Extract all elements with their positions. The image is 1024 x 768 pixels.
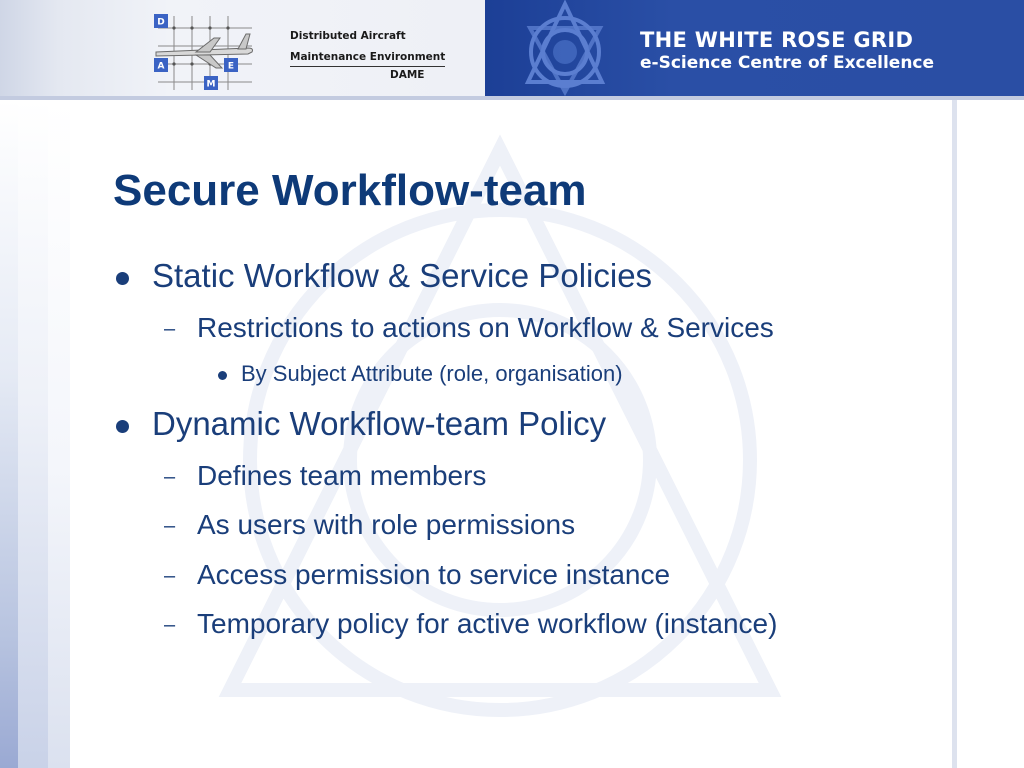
slide-title: Secure Workflow-team xyxy=(113,166,587,215)
sub-bullet-item: As users with role permissions xyxy=(197,509,576,540)
dash-icon: – xyxy=(164,318,176,340)
dash-icon: – xyxy=(164,466,176,488)
dame-line-3: DAME xyxy=(390,69,425,81)
svg-text:D: D xyxy=(157,17,165,28)
bullet-dot-icon xyxy=(218,371,227,380)
sub-bullet-item: Access permission to service instance xyxy=(197,559,671,590)
bullet-item: Static Workflow & Service Policies xyxy=(152,257,653,294)
bullet-item: Dynamic Workflow-team Policy xyxy=(152,405,607,442)
sub-bullet-item: Temporary policy for active workflow (instance) xyxy=(197,608,778,639)
svg-text:A: A xyxy=(157,61,165,72)
sub-bullet-item: Restrictions to actions on Workflow & Services xyxy=(197,312,774,343)
wrg-title: THE WHITE ROSE GRID xyxy=(640,28,914,52)
svg-text:M: M xyxy=(206,79,216,90)
dame-line-2: Maintenance Environment xyxy=(290,49,445,67)
wrg-subtitle: e-Science Centre of Excellence xyxy=(640,53,935,73)
dame-line-1: Distributed Aircraft xyxy=(290,30,406,42)
sub-sub-bullet-item: By Subject Attribute (role, organisation) xyxy=(241,361,623,386)
svg-text:E: E xyxy=(227,61,235,72)
dash-icon: – xyxy=(164,515,176,537)
bullet-dot-icon xyxy=(116,272,129,285)
sub-bullet-item: Defines team members xyxy=(197,460,487,491)
dash-icon: – xyxy=(164,614,176,636)
bullet-dot-icon xyxy=(116,420,129,433)
dash-icon: – xyxy=(164,565,176,587)
